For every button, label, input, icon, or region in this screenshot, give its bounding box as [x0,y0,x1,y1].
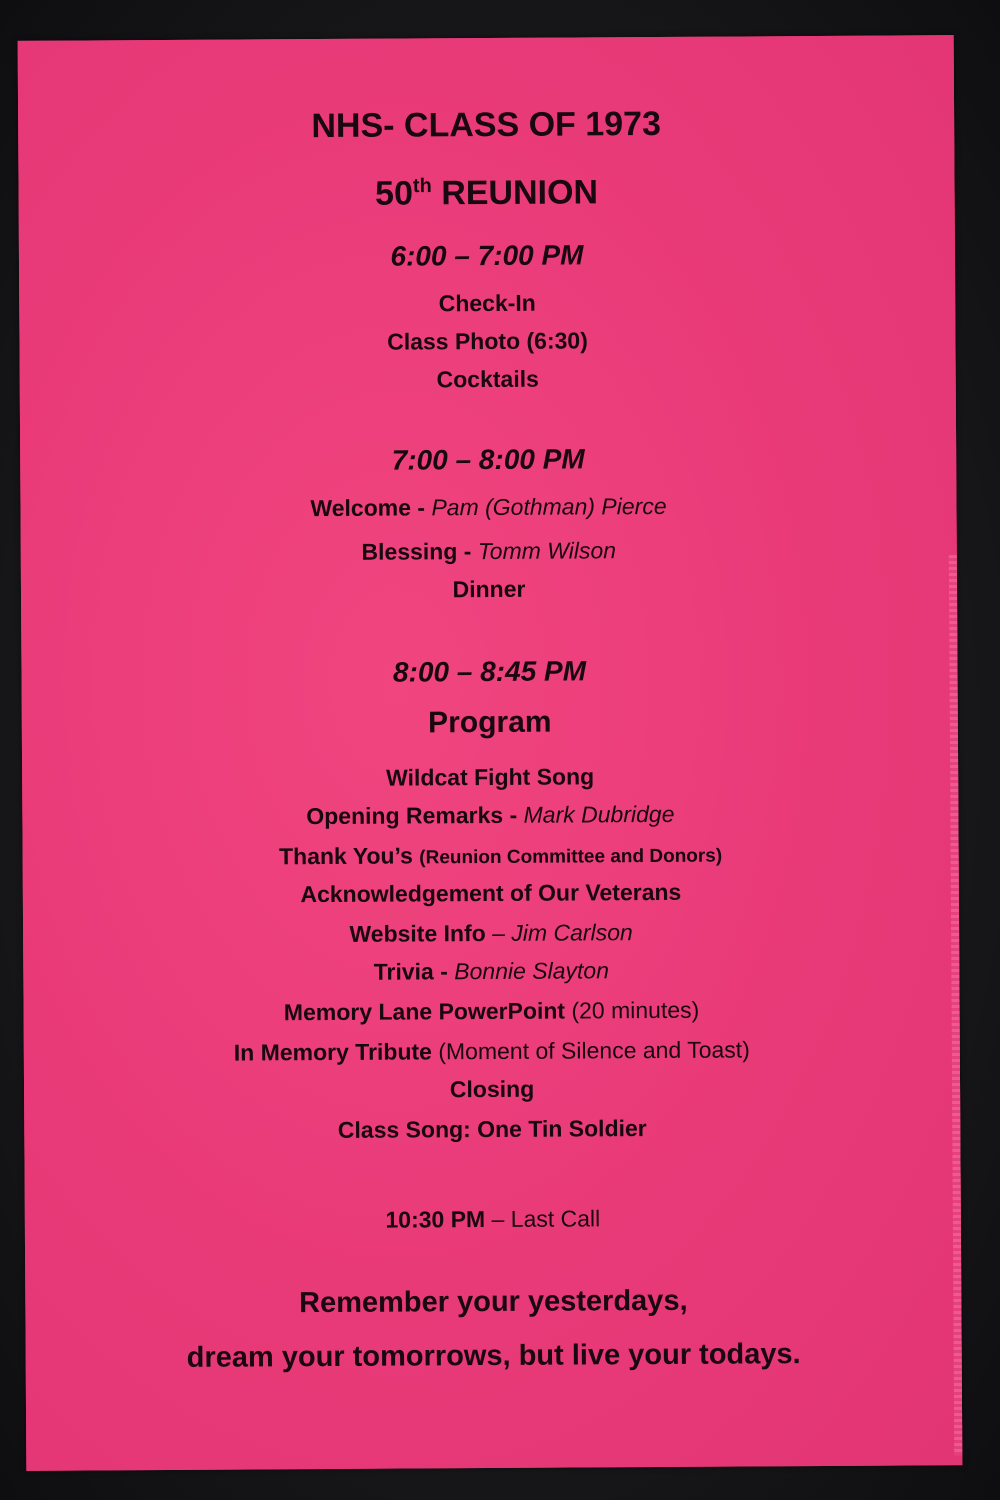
opening-remarks-line [22,799,958,832]
check-in: Check-In [438,289,536,317]
program-heading: Program [428,705,552,740]
thanks-label: Thank You’s [278,842,420,870]
trivia-line [23,955,959,988]
trivia-label: Trivia - [373,958,455,985]
website-label: Website Info [349,919,493,947]
section2-time: 7:00 – 8:00 PM [391,443,585,476]
tribute-note: (Moment of Silence and Toast) [438,1036,750,1065]
blessing-speaker: Tomm Wilson [477,537,617,565]
class-song: Class Song: One Tin Soldier [337,1115,647,1143]
website-speaker: – Jim Carlson [492,919,633,946]
welcome-speaker: Pam (Gothman) Pierce [431,492,667,521]
veterans-line: Acknowledgement of Our Veterans [300,878,682,908]
welcome-line [20,491,956,524]
reunion-ordinal: th [412,175,432,198]
memory-lane-note: (20 minutes) [571,996,700,1024]
dinner: Dinner [452,575,526,603]
cocktails: Cocktails [436,365,539,393]
reunion-heading [18,171,954,216]
trivia-speaker: Bonnie Slayton [454,957,610,985]
reunion-flyer [18,35,963,1471]
flyer-content [18,35,963,1471]
closing: Closing [449,1075,535,1103]
section1-time: 6:00 – 7:00 PM [390,239,584,272]
memory-lane-line [24,995,960,1028]
memory-tribute-line [24,1035,960,1068]
last-call-line [25,1203,961,1236]
section3-time: 8:00 – 8:45 PM [392,655,587,688]
last-call-label: – Last Call [485,1205,601,1233]
last-call-time: 10:30 PM [385,1206,486,1233]
welcome-label: Welcome - [310,494,432,522]
thank-yous-line [33,839,969,872]
flyer-title: NHS- CLASS OF 1973 [311,104,662,146]
thanks-note: (Reunion Committee and Donors) [419,845,723,869]
reunion-number: 50 [374,174,414,213]
quote-line-1: Remember your yesterdays, [299,1284,688,1320]
memory-lane-label: Memory Lane PowerPoint [283,997,572,1026]
remarks-label: Opening Remarks - [306,801,524,830]
website-info-line [23,917,959,950]
quote-line-2: dream your tomorrows, but live your todays. [186,1338,801,1374]
blessing-line [21,535,957,568]
class-photo: Class Photo (6:30) [387,327,588,355]
tribute-label: In Memory Tribute [233,1038,439,1066]
fight-song: Wildcat Fight Song [386,763,595,791]
reunion-word: REUNION [431,173,599,213]
remarks-speaker: Mark Dubridge [523,800,675,828]
blessing-label: Blessing - [361,538,478,565]
